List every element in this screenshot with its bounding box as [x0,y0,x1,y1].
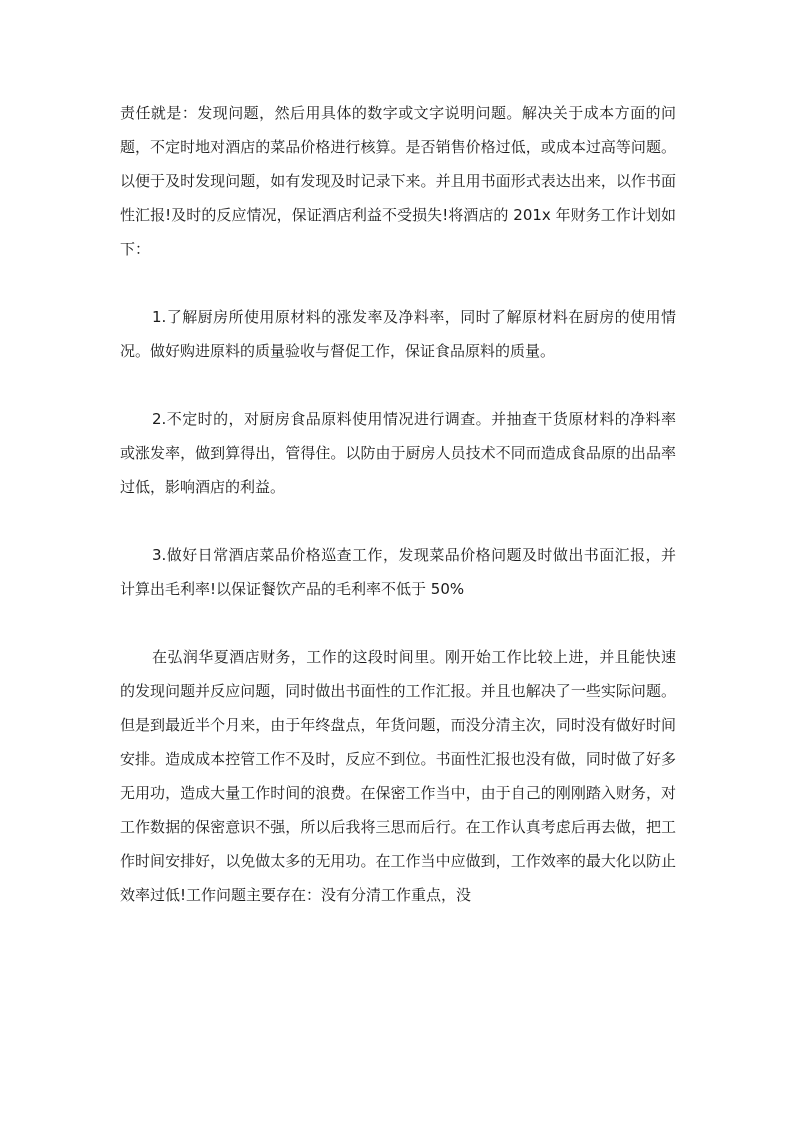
document-body [120,96,676,912]
intro-paragraph: 责任就是：发现问题，然后用具体的数字或文字说明问题。解决关于成本方面的问题，不定时地对酒店的菜品价格进行核算。是否销售价格过低，或成本过高等问题。以便于及时发现问题，如有发现及时记录下来。并且用书面形式表达出来，以作书面性汇报!及时的反应情况，保证酒店利益不受损失!将酒店的 201x 年财务工作计划如下： [120,104,676,258]
plan-item-3-paragraph: 3.做好日常酒店菜品价格巡查工作，发现菜品价格问题及时做出书面汇报，并计算出毛利率!以保证餐饮产品的毛利率不低于 50% [120,546,676,598]
plan-item-1-paragraph: 1.了解厨房所使用原材料的涨发率及净料率，同时了解原材料在厨房的使用情况。做好购进原料的质量验收与督促工作，保证食品原料的质量。 [120,308,676,360]
reflection-paragraph: 在弘润华夏酒店财务，工作的这段时间里。刚开始工作比较上进，并且能快速的发现问题并反应问题，同时做出书面性的工作汇报。并且也解决了一些实际问题。但是到最近半个月来，由于年终盘点，年货问题，而没分清主次，同时没有做好时间安排。造成成本控管工作不及时，反应不到位。书面性汇报也没有做，同时做了好多无用功，造成大量工作时间的浪费。在保密工作当中，由于自己的刚刚踏入财务，对工作数据的保密意识不强，所以后我将三思而后行。在工作认真考虑后再去做，把工作时间安排好，以免做太多的无用功。在工作当中应做到，工作效率的最大化以防止效率过低!工作问题主要存在：没有分清工作重点，没 [120,648,676,904]
plan-item-2-paragraph: 2.不定时的，对厨房食品原料使用情况进行调查。并抽查干货原材料的净料率或涨发率，做到算得出，管得住。以防由于厨房人员技术不同而造成食品原的出品率过低，影响酒店的利益。 [120,410,676,496]
